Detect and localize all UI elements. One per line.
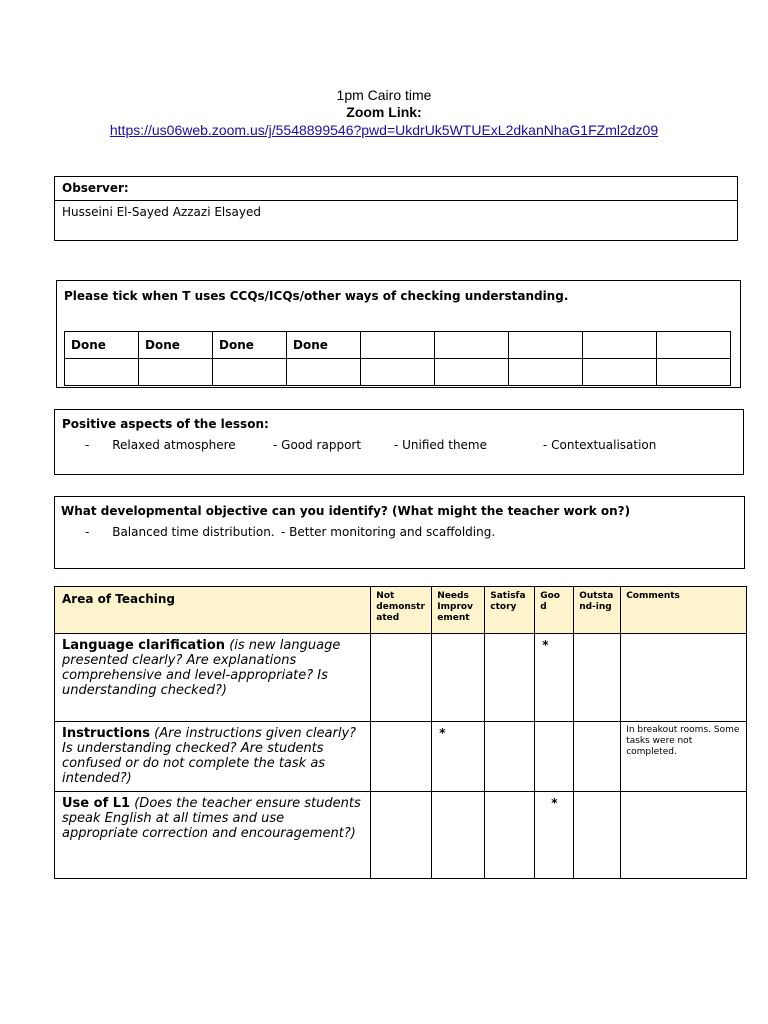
positive-item: - Good rapport <box>273 438 362 452</box>
rating-cell[interactable] <box>371 634 432 722</box>
tick-cell[interactable] <box>361 332 435 359</box>
rating-mark[interactable]: * <box>535 792 574 879</box>
area-question: (Are instructions given clearly? Is understanding checked? Are students confused or do not complete the task as intended?) <box>62 726 357 786</box>
rating-cell[interactable] <box>485 792 535 879</box>
positive-item: - Contextualisation <box>543 438 657 452</box>
rating-cell[interactable] <box>432 634 485 722</box>
header-not-demonstrated: Not demonstr ated <box>371 587 432 634</box>
rating-mark[interactable]: * <box>432 722 485 792</box>
area-title: Language clarification <box>62 638 226 653</box>
comment-cell[interactable] <box>621 634 747 722</box>
positive-item: - Unified theme <box>394 438 488 452</box>
rating-cell[interactable] <box>432 792 485 879</box>
positive-aspects-box <box>54 409 744 475</box>
tick-cell[interactable] <box>583 332 657 359</box>
tick-cell[interactable] <box>509 359 583 386</box>
observer-label: Observer: <box>62 181 129 195</box>
observer-box <box>54 176 738 241</box>
tick-cell[interactable] <box>361 359 435 386</box>
header-outstanding: Outsta nd-ing <box>574 587 621 634</box>
tick-cell[interactable] <box>657 359 731 386</box>
header-comments: Comments <box>621 587 747 634</box>
area-question: (is new language presented clearly? Are explanations comprehensive and level-appropriate? Is understanding checked?) <box>62 638 341 698</box>
table-row <box>55 634 747 722</box>
header-area: Area of Teaching <box>55 587 371 634</box>
table-header-row <box>55 587 747 634</box>
tick-cell[interactable] <box>139 359 213 386</box>
zoom-link-label: Zoom Link: <box>346 104 422 120</box>
developmental-box <box>54 496 745 569</box>
tick-cell[interactable] <box>435 332 509 359</box>
area-cell <box>55 634 371 722</box>
tick-cell[interactable]: Done <box>213 332 287 359</box>
table-row <box>55 722 747 792</box>
tick-cell[interactable]: Done <box>287 332 361 359</box>
rating-cell[interactable] <box>371 792 432 879</box>
zoom-link[interactable]: https://us06web.zoom.us/j/5548899546?pwd=UkdrUk5WTUExL2dkanNhaG1FZml2dz09 <box>109 122 659 138</box>
rating-cell[interactable] <box>535 722 574 792</box>
rating-cell[interactable] <box>371 722 432 792</box>
rating-cell[interactable] <box>574 722 621 792</box>
tick-cell[interactable] <box>65 359 139 386</box>
comment-cell[interactable] <box>621 792 747 879</box>
ccq-box <box>56 280 741 388</box>
rating-cell[interactable] <box>485 634 535 722</box>
positive-item: - Relaxed atmosphere <box>85 438 236 452</box>
positive-aspects-label: Positive aspects of the lesson: <box>62 417 269 431</box>
area-cell <box>55 722 371 792</box>
tick-cell[interactable] <box>509 332 583 359</box>
header-needs-improvement: Needs Improv ement <box>432 587 485 634</box>
developmental-label: What developmental objective can you identify? (What might the teacher work on?) <box>61 504 631 518</box>
tick-cell[interactable] <box>213 359 287 386</box>
header-satisfactory: Satisfa ctory <box>485 587 535 634</box>
session-time: 1pm Cairo time <box>336 87 432 103</box>
developmental-item: - Better monitoring and scaffolding. <box>281 525 496 539</box>
comment-cell[interactable]: In breakout rooms. Some tasks were not completed. <box>621 722 747 792</box>
evaluation-table <box>54 586 747 879</box>
rating-cell[interactable] <box>574 792 621 879</box>
developmental-item: - Balanced time distribution. <box>85 525 275 539</box>
table-row <box>55 792 747 879</box>
area-cell <box>55 792 371 879</box>
ccq-tick-table <box>64 331 731 386</box>
tick-cell[interactable]: Done <box>65 332 139 359</box>
area-question: (Does the teacher ensure students speak English at all times and use appropriate correction and encouragement?) <box>62 796 361 841</box>
tick-cell[interactable] <box>435 359 509 386</box>
rating-cell[interactable] <box>574 634 621 722</box>
header-good: Goo d <box>535 587 574 634</box>
observer-name: Husseini El-Sayed Azzazi Elsayed <box>62 205 261 219</box>
rating-mark[interactable]: * <box>535 634 574 722</box>
tick-cell[interactable] <box>657 332 731 359</box>
tick-cell[interactable] <box>287 359 361 386</box>
rating-cell[interactable] <box>485 722 535 792</box>
tick-cell[interactable]: Done <box>139 332 213 359</box>
area-title: Instructions <box>62 726 151 741</box>
ccq-instruction: Please tick when T uses CCQs/ICQs/other ways of checking understanding. <box>64 289 569 303</box>
tick-cell[interactable] <box>583 359 657 386</box>
area-title: Use of L1 <box>62 796 131 811</box>
